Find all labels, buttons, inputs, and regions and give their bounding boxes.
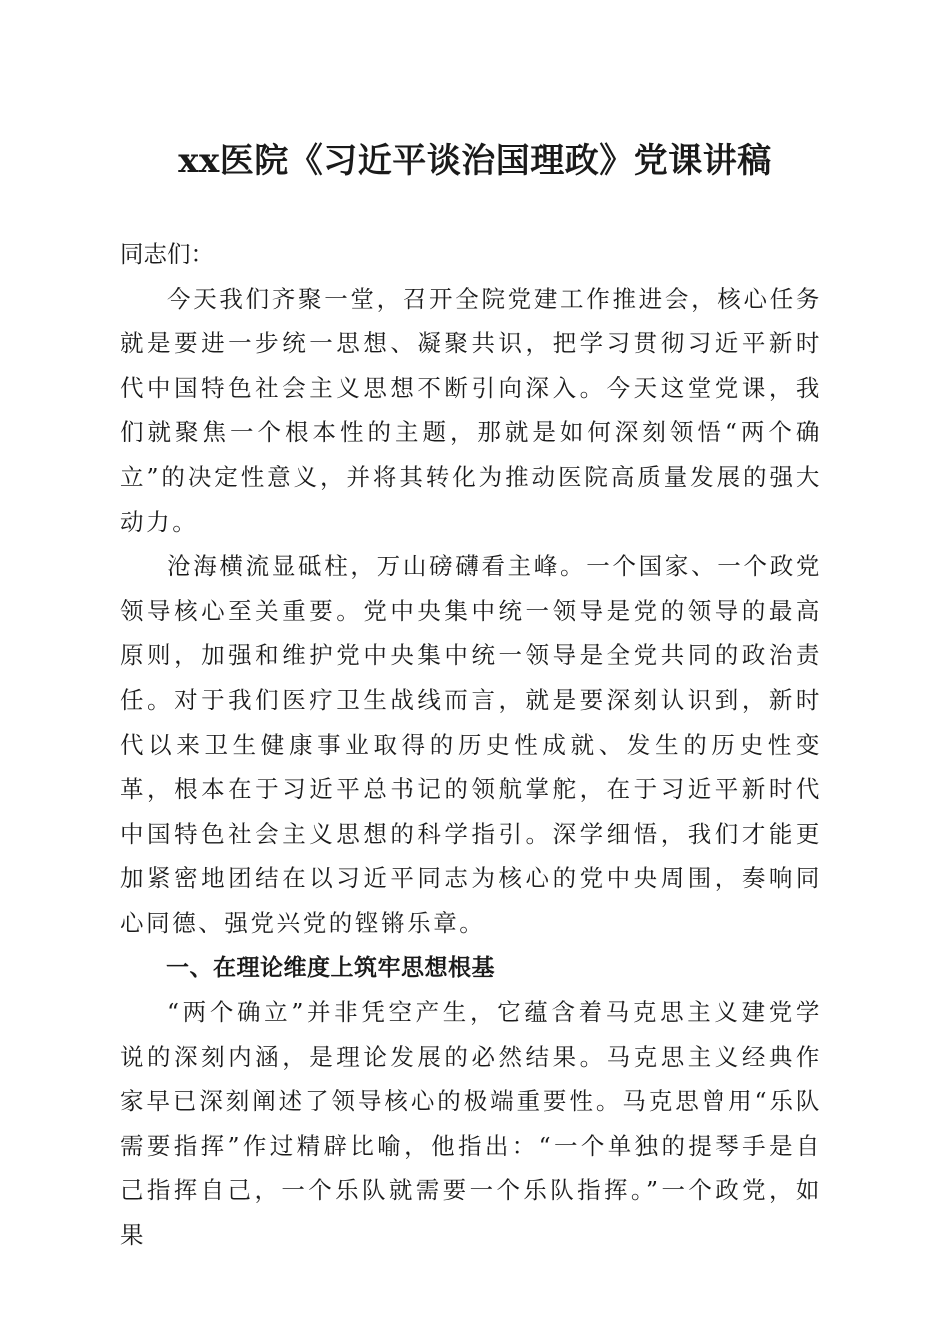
document-body [120, 232, 822, 1258]
document-title: xx医院《习近平谈治国理政》党课讲稿 [178, 141, 772, 181]
salutation: 同志们： [120, 240, 214, 268]
paragraph-leadership: 沧海横流显砥柱，万山磅礴看主峰。一个国家、一个政党领导核心至关重要。党中央集中统一领导是党的领导的最高原则，加强和维护党中央集中统一领导是全党共同的政治责任。对于我们医疗卫生战线而言，就是要深刻认识到，新时代以来卫生健康事业取得的历史性成就、发生的历史性变革，根本在于习近平总书记的领航掌舵，在于习近平新时代中国特色社会主义思想的科学指引。深学细悟，我们才能更加紧密地团结在以习近平同志为核心的党中央周围，奏响同心同德、强党兴党的铿锵乐章。 [120, 552, 822, 937]
paragraph-theory: “两个确立”并非凭空产生，它蕴含着马克思主义建党学说的深刻内涵，是理论发展的必然结果。马克思主义经典作家早已深刻阐述了领导核心的极端重要性。马克思曾用“乐队需要指挥”作过精辟比喻，他指出：“一个单独的提琴手是自己指挥自己，一个乐队就需要一个乐队指挥。”一个政党，如果 [120, 998, 822, 1250]
paragraph-intro: 今天我们齐聚一堂，召开全院党建工作推进会，核心任务就是要进一步统一思想、凝聚共识，把学习贯彻习近平新时代中国特色社会主义思想不断引向深入。今天这堂党课，我们就聚焦一个根本性的主题，那就是如何深刻领悟“两个确立”的决定性意义，并将其转化为推动医院高质量发展的强大动力。 [120, 284, 822, 536]
section-heading: 一、在理论维度上筑牢思想根基 [166, 954, 495, 981]
